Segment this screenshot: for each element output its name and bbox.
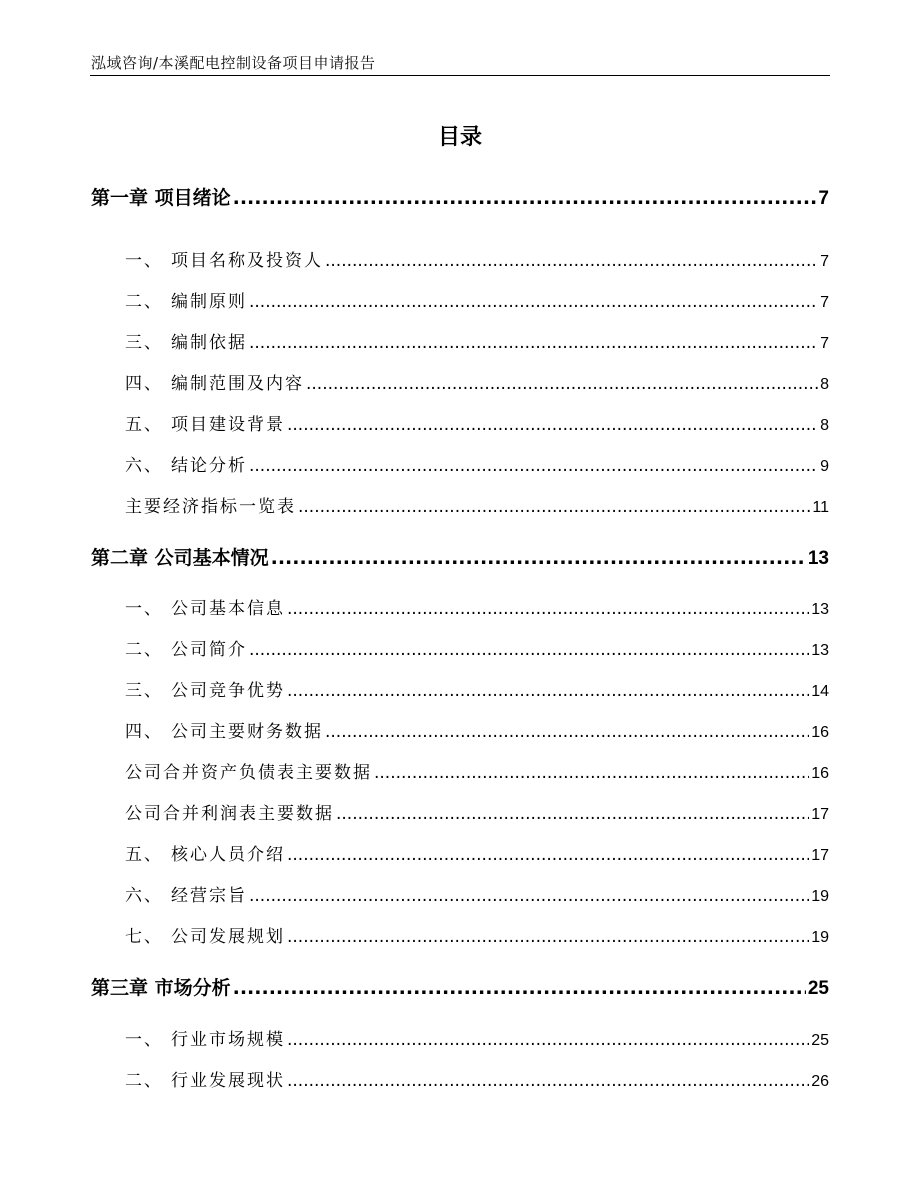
toc-section-number: 三、 xyxy=(125,681,163,701)
toc-page-number: 7 xyxy=(820,253,829,270)
toc-page-number: 25 xyxy=(811,1032,829,1049)
toc-section-entry[interactable] xyxy=(125,881,829,906)
toc-page-number: 19 xyxy=(811,888,829,905)
toc-entry-label: 公司竞争优势 xyxy=(171,681,285,701)
toc-page-number: 17 xyxy=(811,806,829,823)
toc-section-number: 五、 xyxy=(125,845,163,865)
toc-chapter-entry[interactable] xyxy=(91,973,829,1000)
toc-dot-leader xyxy=(374,763,809,783)
toc-dot-leader xyxy=(287,1071,809,1091)
toc-page-number: 16 xyxy=(811,724,829,741)
toc-page-number: 8 xyxy=(820,376,829,393)
toc-entry-label: 公司基本信息 xyxy=(171,599,285,619)
toc-entry-label: 编制依据 xyxy=(171,333,247,353)
toc-entry-label: 行业市场规模 xyxy=(171,1030,285,1050)
toc-section-number: 一、 xyxy=(125,1030,163,1050)
toc-section-number: 六、 xyxy=(125,886,163,906)
toc-entry-label: 项目建设背景 xyxy=(171,415,285,435)
toc-entry-label: 项目名称及投资人 xyxy=(171,251,323,271)
header-rule xyxy=(90,75,830,76)
toc-page-number: 7 xyxy=(820,294,829,311)
toc-section-number: 七、 xyxy=(125,927,163,947)
running-header: 泓域咨询/本溪配电控制设备项目申请报告 xyxy=(91,54,376,72)
toc-entry-label: 公司合并资产负债表主要数据 xyxy=(125,763,372,783)
toc-page-number: 13 xyxy=(811,601,829,618)
toc-section-entry[interactable] xyxy=(125,328,829,353)
toc-page-number: 19 xyxy=(811,929,829,946)
toc-section-number: 六、 xyxy=(125,456,163,476)
toc-page-number: 9 xyxy=(820,458,829,475)
toc-title: 目录 xyxy=(437,125,482,150)
toc-dot-leader xyxy=(233,187,817,209)
toc-entry-label: 第二章 公司基本情况 xyxy=(91,547,269,569)
toc-entry-label: 公司合并利润表主要数据 xyxy=(125,804,334,824)
toc-section-entry[interactable] xyxy=(125,717,829,742)
toc-entry-label: 公司发展规划 xyxy=(171,927,285,947)
toc-section-entry[interactable] xyxy=(125,922,829,947)
toc-dot-leader xyxy=(287,415,818,435)
toc-entry-label: 编制范围及内容 xyxy=(171,374,304,394)
toc-page-number: 8 xyxy=(820,417,829,434)
toc-page-number: 26 xyxy=(811,1073,829,1090)
toc-section-number: 三、 xyxy=(125,333,163,353)
toc-page-number: 13 xyxy=(807,548,829,569)
toc-dot-leader xyxy=(233,977,806,999)
toc-section-entry[interactable] xyxy=(125,758,829,783)
toc-entry-label: 结论分析 xyxy=(171,456,247,476)
toc-section-entry[interactable] xyxy=(125,287,829,312)
toc-section-entry[interactable] xyxy=(125,492,829,517)
toc-section-number: 二、 xyxy=(125,640,163,660)
toc-chapter-entry[interactable] xyxy=(91,543,829,570)
toc-section-entry[interactable] xyxy=(125,369,829,394)
toc-section-entry[interactable] xyxy=(125,1025,829,1050)
toc-dot-leader xyxy=(249,886,809,906)
toc-dot-leader xyxy=(306,374,818,394)
toc-dot-leader xyxy=(298,497,810,517)
toc-dot-leader xyxy=(249,292,818,312)
toc-section-number: 五、 xyxy=(125,415,163,435)
toc-page-number: 7 xyxy=(818,188,829,209)
toc-section-entry[interactable] xyxy=(125,840,829,865)
toc-section-entry[interactable] xyxy=(125,410,829,435)
toc-page-number: 25 xyxy=(807,978,829,999)
toc-section-entry[interactable] xyxy=(125,676,829,701)
toc-section-entry[interactable] xyxy=(125,246,829,271)
toc-section-entry[interactable] xyxy=(125,799,829,824)
toc-page-number: 11 xyxy=(812,499,829,516)
toc-dot-leader xyxy=(249,640,809,660)
toc-page-number: 17 xyxy=(811,847,829,864)
toc-entry-label: 编制原则 xyxy=(171,292,247,312)
toc-dot-leader xyxy=(249,456,818,476)
toc-dot-leader xyxy=(325,251,818,271)
toc-entry-label: 核心人员介绍 xyxy=(171,845,285,865)
toc-section-number: 四、 xyxy=(125,374,163,394)
toc-section-entry[interactable] xyxy=(125,1066,829,1091)
toc-page-number: 13 xyxy=(811,642,829,659)
toc-section-entry[interactable] xyxy=(125,594,829,619)
toc-dot-leader xyxy=(325,722,809,742)
toc-entry-label: 第一章 项目绪论 xyxy=(91,187,231,209)
toc-dot-leader xyxy=(271,547,806,569)
toc-entry-label: 经营宗旨 xyxy=(171,886,247,906)
toc-entry-label: 公司主要财务数据 xyxy=(171,722,323,742)
toc-page-number: 7 xyxy=(820,335,829,352)
toc-dot-leader xyxy=(287,1030,809,1050)
toc-dot-leader xyxy=(287,927,809,947)
toc-dot-leader xyxy=(287,845,809,865)
toc-dot-leader xyxy=(287,599,809,619)
toc-section-number: 一、 xyxy=(125,599,163,619)
toc-section-entry[interactable] xyxy=(125,635,829,660)
toc-dot-leader xyxy=(336,804,809,824)
toc-entry-label: 第三章 市场分析 xyxy=(91,977,231,999)
toc-entry-label: 主要经济指标一览表 xyxy=(125,497,296,517)
toc-page-number: 14 xyxy=(811,683,829,700)
toc-dot-leader xyxy=(287,681,809,701)
toc-page-number: 16 xyxy=(811,765,829,782)
toc-entry-label: 公司简介 xyxy=(171,640,247,660)
toc-section-number: 四、 xyxy=(125,722,163,742)
toc-section-number: 二、 xyxy=(125,292,163,312)
toc-section-number: 二、 xyxy=(125,1071,163,1091)
toc-entry-label: 行业发展现状 xyxy=(171,1071,285,1091)
toc-section-entry[interactable] xyxy=(125,451,829,476)
toc-dot-leader xyxy=(249,333,818,353)
toc-chapter-entry[interactable] xyxy=(91,183,829,210)
toc-section-number: 一、 xyxy=(125,251,163,271)
